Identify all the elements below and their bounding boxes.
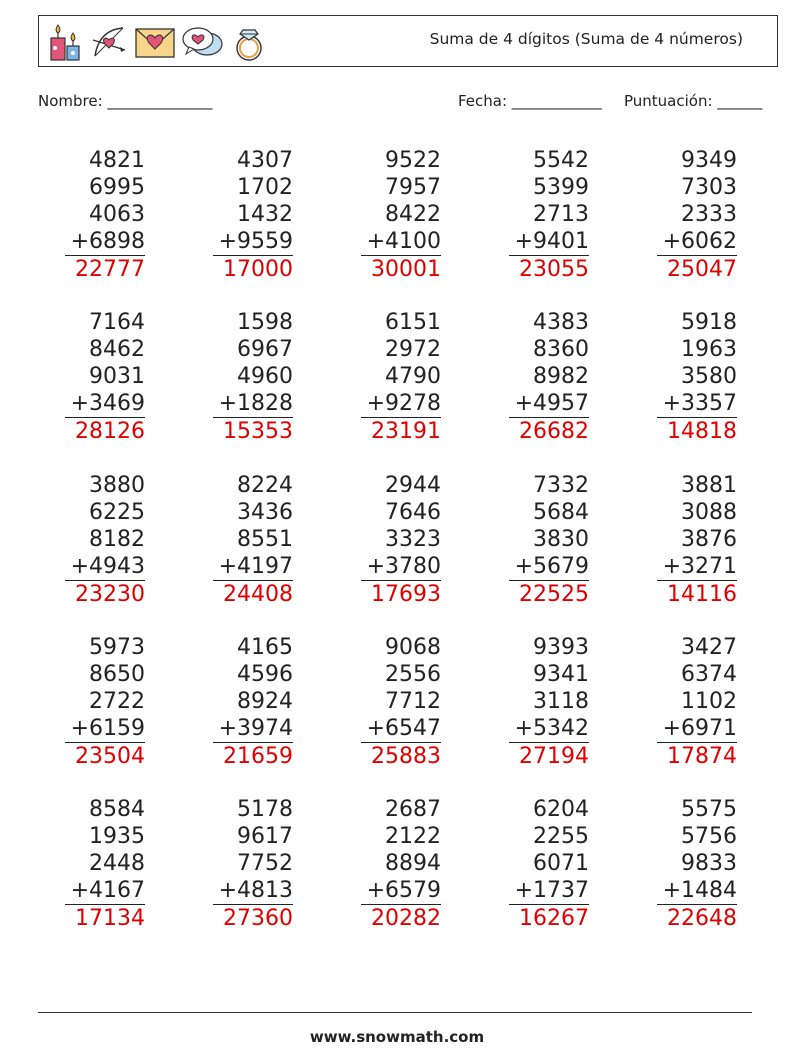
addend: 6204 — [533, 797, 589, 822]
addend: 7712 — [385, 689, 441, 714]
addition-problem — [657, 796, 737, 932]
addition-problem — [509, 796, 589, 932]
addend: 4063 — [89, 202, 145, 227]
answer: 22648 — [667, 906, 737, 931]
addend: 3118 — [533, 689, 589, 714]
addend-last: +5679 — [509, 553, 589, 581]
addend-last: +4813 — [213, 877, 293, 905]
candles-icon — [45, 20, 85, 64]
addition-problem — [213, 634, 293, 770]
addend: 2713 — [533, 202, 589, 227]
addend: 4307 — [237, 148, 293, 173]
addition-problem — [65, 472, 145, 608]
addend: 8924 — [237, 689, 293, 714]
addend: 5178 — [237, 797, 293, 822]
addend: 3088 — [681, 500, 737, 525]
footer-divider — [38, 1012, 752, 1013]
addend: 7957 — [385, 175, 441, 200]
addend: 8650 — [89, 662, 145, 687]
addend-last: +5342 — [509, 715, 589, 743]
addend: 4383 — [533, 310, 589, 335]
addend: 9522 — [385, 148, 441, 173]
addend: 2944 — [385, 473, 441, 498]
addend: 1598 — [237, 310, 293, 335]
love-letter-icon — [133, 20, 177, 64]
addend-last: +4100 — [361, 228, 441, 256]
header-icons — [45, 20, 269, 64]
addition-problem — [509, 147, 589, 283]
addend: 2556 — [385, 662, 441, 687]
addend: 9617 — [237, 824, 293, 849]
score-field-label: Puntuación: ______ — [624, 92, 763, 110]
answer: 20282 — [371, 906, 441, 931]
addend-last: +1737 — [509, 877, 589, 905]
addend: 4790 — [385, 364, 441, 389]
addend: 8224 — [237, 473, 293, 498]
addition-problem — [213, 796, 293, 932]
addition-problem — [361, 472, 441, 608]
addend: 8422 — [385, 202, 441, 227]
addition-problem — [509, 309, 589, 445]
addend-last: +3469 — [65, 390, 145, 418]
addition-problem — [361, 147, 441, 283]
answer: 16267 — [519, 906, 589, 931]
answer: 14116 — [667, 582, 737, 607]
addend-last: +6971 — [657, 715, 737, 743]
addend: 1935 — [89, 824, 145, 849]
worksheet-title: Suma de 4 dígitos (Suma de 4 números) — [429, 30, 743, 48]
addend: 7332 — [533, 473, 589, 498]
ring-icon — [229, 20, 269, 64]
addend: 1102 — [681, 689, 737, 714]
addend: 2972 — [385, 337, 441, 362]
addend: 6151 — [385, 310, 441, 335]
addend: 3876 — [681, 527, 737, 552]
addend: 6995 — [89, 175, 145, 200]
addition-problem — [65, 309, 145, 445]
answer: 17134 — [75, 906, 145, 931]
addend: 5973 — [89, 635, 145, 660]
answer: 21659 — [223, 744, 293, 769]
answer: 26682 — [519, 419, 589, 444]
addition-problem — [361, 634, 441, 770]
addend-last: +9559 — [213, 228, 293, 256]
addend: 2722 — [89, 689, 145, 714]
addition-problem — [213, 309, 293, 445]
addend: 8551 — [237, 527, 293, 552]
addend: 9833 — [681, 851, 737, 876]
addend: 8182 — [89, 527, 145, 552]
addend: 6967 — [237, 337, 293, 362]
answer: 23191 — [371, 419, 441, 444]
addition-problem — [65, 634, 145, 770]
addend: 2333 — [681, 202, 737, 227]
addition-problem — [509, 472, 589, 608]
addend: 8462 — [89, 337, 145, 362]
addend: 5684 — [533, 500, 589, 525]
addend-last: +3271 — [657, 553, 737, 581]
addend: 4165 — [237, 635, 293, 660]
addend-last: +3974 — [213, 715, 293, 743]
addend-last: +4167 — [65, 877, 145, 905]
answer: 30001 — [371, 257, 441, 282]
addend-last: +9278 — [361, 390, 441, 418]
addend: 3830 — [533, 527, 589, 552]
answer: 27194 — [519, 744, 589, 769]
answer: 22777 — [75, 257, 145, 282]
addend-last: +4957 — [509, 390, 589, 418]
addition-problem — [65, 796, 145, 932]
addend: 3323 — [385, 527, 441, 552]
addition-problem — [657, 309, 737, 445]
answer: 23055 — [519, 257, 589, 282]
addend: 9393 — [533, 635, 589, 660]
addend-last: +9401 — [509, 228, 589, 256]
addend: 5575 — [681, 797, 737, 822]
answer: 14818 — [667, 419, 737, 444]
addend: 8584 — [89, 797, 145, 822]
addition-problem — [509, 634, 589, 770]
answer: 15353 — [223, 419, 293, 444]
header-box — [38, 15, 778, 67]
answer: 17000 — [223, 257, 293, 282]
addend: 2448 — [89, 851, 145, 876]
addend: 5542 — [533, 148, 589, 173]
answer: 25047 — [667, 257, 737, 282]
addition-problem — [361, 796, 441, 932]
addend: 7164 — [89, 310, 145, 335]
addend-last: +3357 — [657, 390, 737, 418]
addend: 3580 — [681, 364, 737, 389]
addend: 9349 — [681, 148, 737, 173]
addend-last: +1828 — [213, 390, 293, 418]
addend: 8360 — [533, 337, 589, 362]
addend: 5756 — [681, 824, 737, 849]
addend: 4821 — [89, 148, 145, 173]
addition-problem — [657, 634, 737, 770]
addend: 4596 — [237, 662, 293, 687]
addend: 6071 — [533, 851, 589, 876]
addition-problem — [213, 147, 293, 283]
addend: 8894 — [385, 851, 441, 876]
addition-problem — [657, 147, 737, 283]
addend-last: +6159 — [65, 715, 145, 743]
answer: 22525 — [519, 582, 589, 607]
addend: 2122 — [385, 824, 441, 849]
addend: 3436 — [237, 500, 293, 525]
addend: 3881 — [681, 473, 737, 498]
addend-last: +3780 — [361, 553, 441, 581]
addition-problem — [657, 472, 737, 608]
addend: 2255 — [533, 824, 589, 849]
answer: 28126 — [75, 419, 145, 444]
addend-last: +4943 — [65, 553, 145, 581]
answer: 27360 — [223, 906, 293, 931]
addend-last: +6898 — [65, 228, 145, 256]
answer: 25883 — [371, 744, 441, 769]
addend-last: +1484 — [657, 877, 737, 905]
answer: 23230 — [75, 582, 145, 607]
addend: 3427 — [681, 635, 737, 660]
addend: 9031 — [89, 364, 145, 389]
addend-last: +6547 — [361, 715, 441, 743]
footer-site: www.snowmath.com — [309, 1028, 485, 1046]
addend: 7303 — [681, 175, 737, 200]
addend: 1963 — [681, 337, 737, 362]
addend-last: +6579 — [361, 877, 441, 905]
answer: 24408 — [223, 582, 293, 607]
addend: 9341 — [533, 662, 589, 687]
addition-problem — [361, 309, 441, 445]
addend: 2687 — [385, 797, 441, 822]
addend: 1702 — [237, 175, 293, 200]
addition-problem — [65, 147, 145, 283]
addend: 6374 — [681, 662, 737, 687]
addition-problem — [213, 472, 293, 608]
date-field-label: Fecha: ____________ — [458, 92, 602, 110]
addend: 6225 — [89, 500, 145, 525]
addend: 4960 — [237, 364, 293, 389]
heart-speech-bubbles-icon — [181, 20, 225, 64]
addend: 3880 — [89, 473, 145, 498]
addend: 5918 — [681, 310, 737, 335]
addend: 5399 — [533, 175, 589, 200]
answer: 17693 — [371, 582, 441, 607]
addend-last: +6062 — [657, 228, 737, 256]
bow-arrow-heart-icon — [89, 20, 129, 64]
addend: 7752 — [237, 851, 293, 876]
name-field-label: Nombre: ______________ — [38, 92, 213, 110]
addend: 8982 — [533, 364, 589, 389]
addend-last: +4197 — [213, 553, 293, 581]
addend: 7646 — [385, 500, 441, 525]
answer: 23504 — [75, 744, 145, 769]
answer: 17874 — [667, 744, 737, 769]
addend: 1432 — [237, 202, 293, 227]
addend: 9068 — [385, 635, 441, 660]
